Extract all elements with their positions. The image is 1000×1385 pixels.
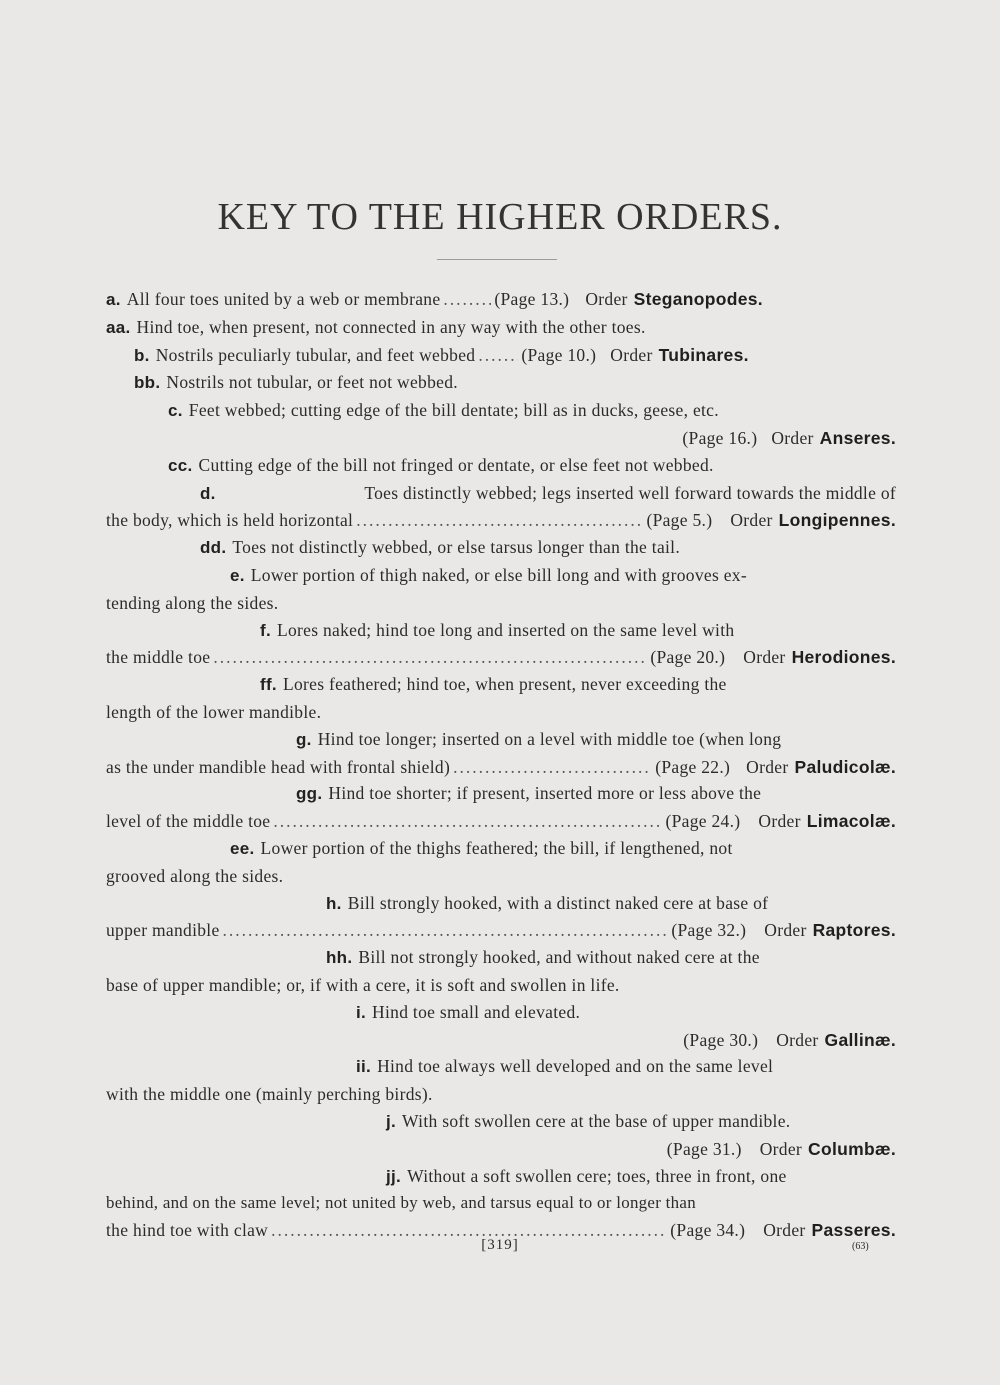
key-entry-hh — [106, 944, 896, 972]
order-word: Order — [746, 756, 789, 777]
leader-dots — [273, 808, 662, 835]
entry-text: with the middle one (mainly perching birds). — [106, 1084, 433, 1105]
order-word: Order — [610, 344, 653, 365]
order-name: Columbæ. — [808, 1138, 896, 1159]
entry-text: Feet webbed; cutting edge of the bill dentate; bill as in ducks, geese, etc. — [188, 400, 719, 421]
leader-dots — [356, 507, 643, 534]
order-word: Order — [585, 289, 628, 309]
page-ref: (Page 34.) — [670, 1220, 746, 1241]
entry-label: jj. — [386, 1166, 402, 1186]
entry-text: Toes not distinctly webbed, or else tarsus longer than the tail. — [232, 537, 681, 558]
page-ref: (Page 22.) — [655, 756, 731, 777]
plate-number: (63) — [852, 1241, 869, 1252]
entry-label: d. — [200, 483, 216, 503]
key-entry-ff — [106, 671, 896, 699]
entry-text: tending along the sides. — [106, 592, 279, 613]
entry-text: Hind toe always well developed and on the same level — [377, 1056, 774, 1077]
entry-text: level of the middle toe — [106, 811, 271, 832]
title-rule — [437, 259, 557, 260]
key-entry-c-cont — [106, 425, 896, 452]
entry-text: Nostrils peculiarly tubular, and feet webbed — [155, 344, 476, 365]
key-entry-bb — [106, 369, 896, 397]
key-entry-dd — [106, 534, 896, 562]
order-name: Herodiones. — [791, 647, 896, 668]
entry-text: Hind toe small and elevated. — [372, 1001, 581, 1022]
entry-text: Lower portion of thigh naked, or else bill long and with grooves ex- — [250, 564, 747, 585]
key-entry-e — [106, 562, 896, 590]
entry-label: ii. — [356, 1057, 372, 1077]
key-entry-g — [106, 726, 896, 754]
key-entry-i-cont — [106, 1027, 896, 1054]
entry-text: Hind toe shorter; if present, inserted more or less above the — [328, 783, 762, 804]
key-entry-gg — [106, 780, 896, 808]
entry-text: Bill not strongly hooked, and without naked cere at the — [358, 947, 760, 968]
entry-text: Without a soft swollen cere; toes, three in front, one — [407, 1165, 787, 1186]
entry-label: f. — [260, 620, 271, 640]
entry-label: hh. — [326, 948, 353, 968]
leader-dots — [213, 644, 647, 671]
entry-label: cc. — [168, 455, 193, 475]
key-entry-ii-cont — [106, 1081, 896, 1108]
key-entry-ff-cont — [106, 699, 896, 726]
page-ref: (Page 32.) — [671, 920, 747, 941]
entry-text: Lores naked; hind toe long and inserted on the same level with — [276, 619, 735, 640]
entry-text: All four toes united by a web or membrane — [126, 289, 441, 309]
entry-label: i. — [356, 1002, 367, 1022]
key-entry-aa — [106, 314, 896, 342]
key-entry-jj-cont — [106, 1190, 896, 1217]
leader-dots — [478, 342, 518, 369]
key-entry-g-cont — [106, 754, 896, 781]
key-entry-c — [106, 397, 896, 425]
order-name: Raptores. — [812, 920, 896, 941]
key-entry-i — [106, 999, 896, 1027]
entry-label: b. — [134, 345, 150, 365]
order-word: Order — [758, 811, 801, 832]
entry-text: Toes distinctly webbed; legs inserted well forward towards the middle of — [364, 482, 896, 503]
entry-text: length of the lower mandible. — [106, 701, 322, 722]
page-ref: (Page 24.) — [665, 811, 741, 832]
order-name: Gallinæ. — [824, 1029, 896, 1050]
entry-text: the body, which is held horizontal — [106, 510, 354, 531]
page-ref: (Page 5.) — [646, 510, 713, 531]
entry-label: g. — [296, 729, 312, 749]
entry-label: c. — [168, 401, 183, 421]
order-word: Order — [759, 1138, 803, 1159]
page-title: KEY TO THE HIGHER ORDERS. — [217, 196, 783, 238]
leader-dots — [443, 286, 491, 313]
page-ref: (Page 20.) — [650, 647, 726, 668]
entry-text: upper mandible — [106, 920, 220, 941]
key-entry-a — [106, 286, 896, 314]
order-name: Limacolæ. — [806, 811, 896, 832]
page-number: [319] — [481, 1237, 519, 1253]
key-entry-cc — [106, 452, 896, 480]
entry-text: base of upper mandible; or, if with a cere, it is soft and swollen in life. — [106, 974, 620, 995]
entry-label: a. — [106, 290, 121, 309]
order-name: Anseres. — [819, 427, 896, 448]
leader-dots — [453, 754, 652, 781]
entry-text: grooved along the sides. — [106, 865, 284, 886]
page-ref: (Page 13.) — [494, 289, 570, 309]
entry-label: dd. — [200, 538, 227, 558]
key-entry-ee-cont — [106, 863, 896, 890]
key-entry-h-cont — [106, 917, 896, 944]
key-entry-jj — [106, 1163, 896, 1191]
entry-text: Hind toe longer; inserted on a level with middle toe (when long — [317, 728, 782, 749]
page-ref: (Page 31.) — [666, 1138, 742, 1159]
order-word: Order — [764, 920, 807, 941]
entry-label: e. — [230, 565, 245, 585]
key-entry-ii — [106, 1053, 896, 1081]
entry-label: h. — [326, 893, 342, 913]
order-word: Order — [763, 1220, 806, 1241]
page-ref: (Page 16.) — [682, 427, 758, 448]
key-entry-b — [106, 342, 896, 370]
key-entry-d — [106, 480, 896, 508]
entry-text: Cutting edge of the bill not fringed or dentate, or else feet not webbed. — [198, 454, 714, 475]
page-ref: (Page 30.) — [683, 1029, 759, 1050]
entry-label: bb. — [134, 373, 161, 393]
order-name: Longipennes. — [778, 510, 896, 531]
order-name: Passeres. — [811, 1220, 896, 1241]
entry-text: Lores feathered; hind toe, when present, never exceeding the — [282, 674, 727, 695]
order-word: Order — [771, 427, 814, 448]
entry-label: gg. — [296, 784, 323, 804]
order-name: Paludicolæ. — [794, 756, 896, 777]
leader-dots — [223, 917, 669, 944]
entry-label: j. — [386, 1111, 397, 1131]
key-entry-d-cont — [106, 507, 896, 534]
entry-text: as the under mandible head with frontal shield) — [106, 756, 451, 777]
entry-text: With soft swollen cere at the base of upper mandible. — [402, 1110, 791, 1131]
order-name: Tubinares. — [658, 344, 749, 365]
entry-text: Lower portion of the thighs feathered; the bill, if lengthened, not — [260, 837, 733, 858]
order-word: Order — [743, 647, 786, 668]
entry-label: ff. — [260, 675, 277, 695]
entry-text: the hind toe with claw — [106, 1220, 269, 1241]
key-entry-ee — [106, 835, 896, 863]
key-entry-gg-cont — [106, 808, 896, 835]
order-word: Order — [776, 1029, 819, 1050]
key-entry-j-cont — [106, 1136, 896, 1163]
entry-text: the middle toe — [106, 647, 211, 668]
key-entry-hh-cont — [106, 972, 896, 999]
order-word: Order — [730, 510, 773, 531]
key-list — [106, 286, 896, 1244]
page-ref: (Page 10.) — [521, 344, 597, 365]
key-entry-h — [106, 890, 896, 918]
entry-text: Nostrils not tubular, or feet not webbed. — [166, 372, 458, 393]
order-name: Steganopodes. — [633, 289, 763, 309]
key-entry-f — [106, 617, 896, 645]
key-entry-j — [106, 1108, 896, 1136]
key-entry-f-cont — [106, 644, 896, 671]
entry-text: Hind toe, when present, not connected in any way with the other toes. — [136, 316, 646, 337]
entry-text: Bill strongly hooked, with a distinct naked cere at base of — [347, 892, 769, 913]
key-entry-e-cont — [106, 590, 896, 617]
entry-label: ee. — [230, 838, 255, 858]
entry-text: behind, and on the same level; not united by web, and tarsus equal to or longer than — [106, 1193, 696, 1213]
entry-label: aa. — [106, 317, 131, 337]
